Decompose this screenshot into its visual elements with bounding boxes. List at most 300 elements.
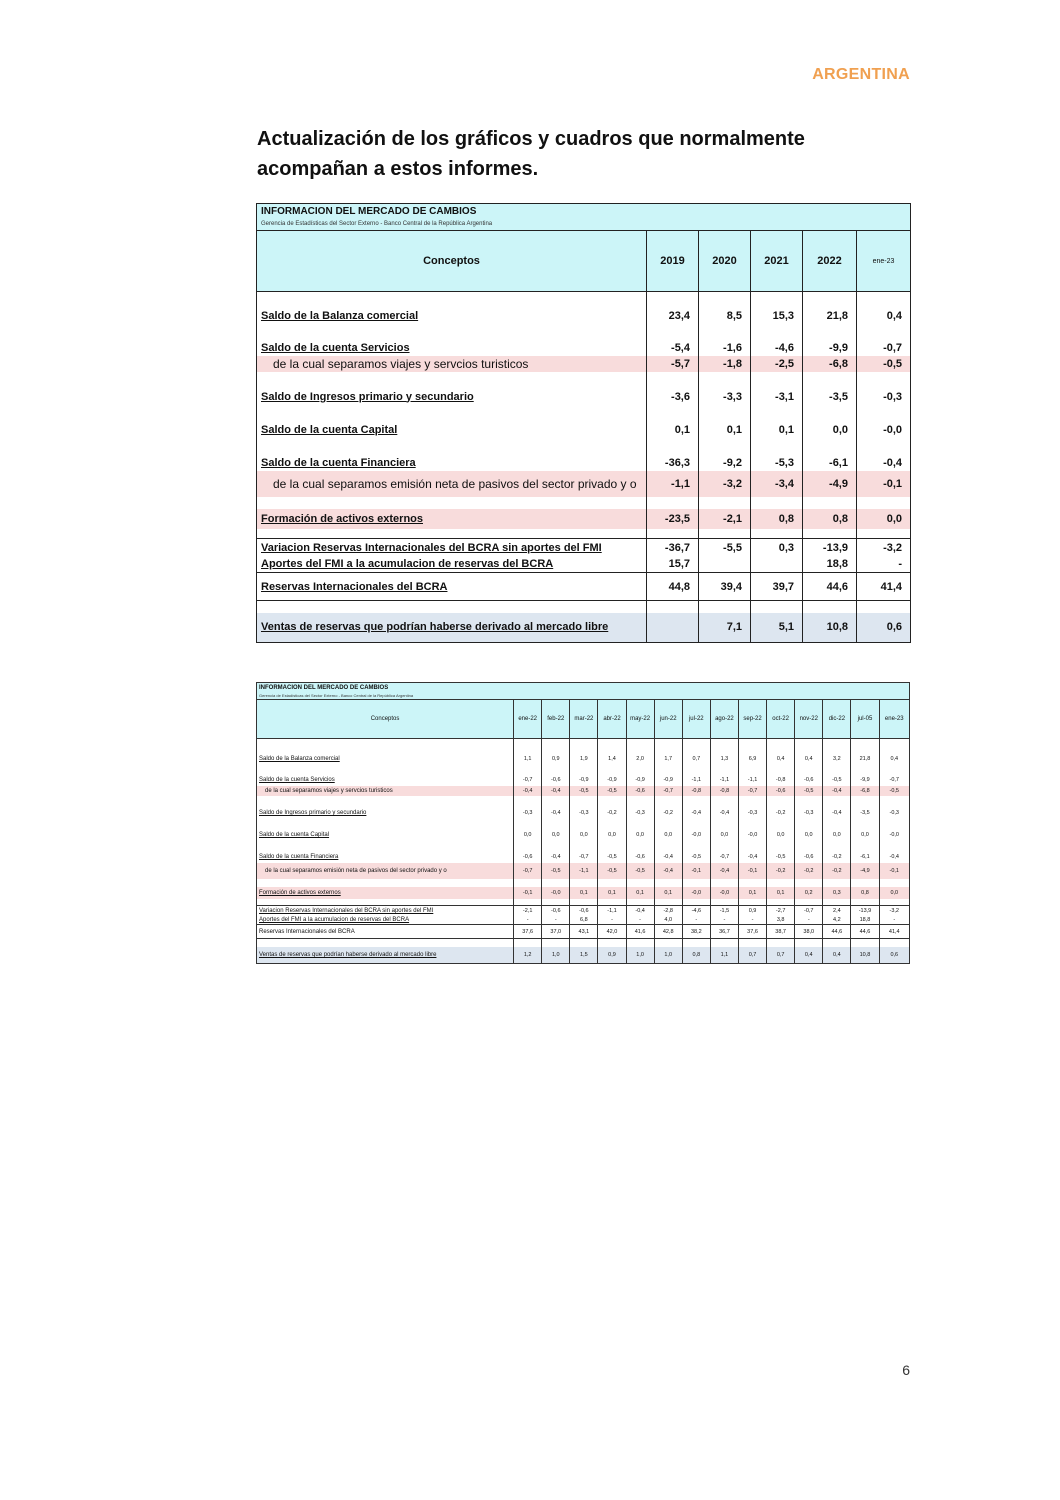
table-row [257, 455, 911, 471]
cell-value: -0,4 [626, 906, 654, 916]
cell-value: 0,0 [598, 830, 626, 841]
column-header: jul-05 [851, 700, 879, 739]
cell-value [699, 557, 751, 573]
cell-value: 1,0 [626, 947, 654, 964]
cell-value: -0,7 [710, 852, 738, 863]
cell-value: -0,0 [542, 887, 570, 899]
cell-value: -0,1 [514, 887, 542, 899]
cell-value: -0,4 [514, 786, 542, 796]
cell-value: 0,4 [767, 753, 795, 765]
table-row [257, 808, 910, 819]
column-header: ene-23 [857, 231, 911, 292]
cell-value: 38,2 [682, 925, 710, 939]
cell-value: -0,5 [598, 863, 626, 879]
cell-value: -5,3 [751, 455, 803, 471]
row-label: Saldo de la cuenta Capital [257, 830, 514, 841]
cell-value: 1,2 [514, 947, 542, 964]
cell-value: -0,4 [823, 786, 851, 796]
cell-value: 0,4 [879, 753, 909, 765]
cell-value: -0,4 [542, 808, 570, 819]
cell-value: -0,7 [879, 775, 909, 786]
cell-value: -0,5 [598, 852, 626, 863]
cell-value: 15,7 [647, 557, 699, 573]
table-row [257, 509, 911, 529]
cell-value: 5,1 [751, 613, 803, 643]
cell-value: -4,6 [682, 906, 710, 916]
row-label: Reservas Internacionales del BCRA [257, 573, 647, 601]
cell-value: -1,6 [699, 340, 751, 356]
cell-value: -0,4 [879, 852, 909, 863]
cell-value: 0,4 [857, 308, 911, 324]
cell-value: -23,5 [647, 509, 699, 529]
cell-value: 21,8 [851, 753, 879, 765]
cell-value: -0,4 [542, 852, 570, 863]
cell-value: -0,6 [767, 786, 795, 796]
cell-value: 4,0 [654, 916, 682, 925]
cell-value: -3,2 [879, 906, 909, 916]
cell-value: -0,2 [598, 808, 626, 819]
cell-value: -0,7 [857, 340, 911, 356]
cell-value: -36,7 [647, 539, 699, 557]
cell-value: 39,4 [699, 573, 751, 601]
table-row [257, 389, 911, 405]
cell-value: 1,7 [654, 753, 682, 765]
cell-value: 10,8 [803, 613, 857, 643]
cell-value: -0,2 [654, 808, 682, 819]
cell-value: -0,7 [738, 786, 766, 796]
cell-value: 41,6 [626, 925, 654, 939]
cell-value [647, 613, 699, 643]
cell-value: 15,3 [751, 308, 803, 324]
cell-value: -0,4 [710, 863, 738, 879]
cell-value: -0,2 [795, 863, 823, 879]
table-row [257, 947, 910, 964]
cell-value: 44,6 [823, 925, 851, 939]
cell-value: 0,6 [879, 947, 909, 964]
cell-value: -2,1 [514, 906, 542, 916]
row-label: Saldo de la cuenta Servicios [257, 775, 514, 786]
cell-value: -0,5 [598, 786, 626, 796]
cell-value: 3,2 [823, 753, 851, 765]
cell-value: -0,5 [626, 863, 654, 879]
cell-value: 37,6 [738, 925, 766, 939]
cell-value: -0,4 [654, 863, 682, 879]
cell-value: -9,9 [851, 775, 879, 786]
row-label: Saldo de la cuenta Financiera [257, 455, 647, 471]
cell-value: 0,4 [795, 753, 823, 765]
cell-value: 36,7 [710, 925, 738, 939]
cell-value: -6,1 [803, 455, 857, 471]
table-row [257, 775, 910, 786]
cell-value: 41,4 [857, 573, 911, 601]
cell-value: -0,7 [654, 786, 682, 796]
cell-value: 1,3 [710, 753, 738, 765]
cell-value: -0,0 [682, 830, 710, 841]
cell-value: 0,0 [857, 509, 911, 529]
column-header: may-22 [626, 700, 654, 739]
cell-value: -9,2 [699, 455, 751, 471]
row-label: Ventas de reservas que podrían haberse derivado al mercado libre [257, 947, 514, 964]
row-label: de la cual separamos viajes y servcios turisticos [257, 786, 514, 796]
cell-value: -3,2 [857, 539, 911, 557]
row-label: Saldo de Ingresos primario y secundario [257, 808, 514, 819]
cell-value: -0,8 [710, 786, 738, 796]
cell-value: -0,7 [514, 863, 542, 879]
column-header: ene-23 [879, 700, 909, 739]
cell-value: 0,1 [767, 887, 795, 899]
cell-value: -0,4 [738, 852, 766, 863]
cell-value: 0,0 [542, 830, 570, 841]
column-header: jul-22 [682, 700, 710, 739]
cell-value: 0,0 [851, 830, 879, 841]
row-label: Variacion Reservas Internacionales del BCRA sin aportes del FMI [257, 906, 514, 916]
cell-value: -5,7 [647, 356, 699, 372]
cell-value: -6,8 [851, 786, 879, 796]
cell-value: -5,4 [647, 340, 699, 356]
cell-value: 0,0 [654, 830, 682, 841]
cell-value: - [710, 916, 738, 925]
cell-value: 0,1 [570, 887, 598, 899]
cell-value: -4,6 [751, 340, 803, 356]
cell-value: 44,6 [851, 925, 879, 939]
cell-value: 2,0 [626, 753, 654, 765]
cell-value: -0,6 [514, 852, 542, 863]
cell-value: 0,9 [738, 906, 766, 916]
cell-value: -0,4 [654, 852, 682, 863]
cell-value: -1,1 [647, 471, 699, 497]
cell-value: 0,1 [626, 887, 654, 899]
page-title: Actualización de los gráficos y cuadros que normalmente acompañan a estos informes. [257, 128, 805, 180]
cell-value: -6,8 [803, 356, 857, 372]
row-label: Saldo de la Balanza comercial [257, 308, 647, 324]
cell-value: - [879, 916, 909, 925]
table-row [257, 916, 910, 925]
column-header: mar-22 [570, 700, 598, 739]
cell-value: -0,3 [514, 808, 542, 819]
table-row [257, 471, 911, 497]
table-row [257, 830, 910, 841]
table-row [257, 356, 911, 372]
cell-value: 0,3 [823, 887, 851, 899]
column-header: abr-22 [598, 700, 626, 739]
table1-subcaption: Gerencia de Estadísticas del Sector Externo - Banco Central de la República Argentina [257, 218, 911, 231]
cell-value: 10,8 [851, 947, 879, 964]
cell-value: 1,1 [514, 753, 542, 765]
cell-value: -13,9 [851, 906, 879, 916]
table-row [257, 786, 910, 796]
row-label: de la cual separamos emisión neta de pasivos del sector privado y o [257, 471, 647, 497]
cell-value: -1,1 [682, 775, 710, 786]
cell-value: -3,6 [647, 389, 699, 405]
cell-value: 0,4 [823, 947, 851, 964]
cell-value: 1,4 [598, 753, 626, 765]
monthly-exchange-table [256, 682, 910, 964]
concept-header: Conceptos [257, 700, 514, 739]
cell-value: -0,6 [626, 786, 654, 796]
column-header: 2019 [647, 231, 699, 292]
cell-value: -0,5 [682, 852, 710, 863]
cell-value: -0,8 [767, 775, 795, 786]
table-row [257, 925, 910, 939]
cell-value: -1,1 [710, 775, 738, 786]
cell-value: 0,0 [570, 830, 598, 841]
cell-value: 0,0 [626, 830, 654, 841]
cell-value: -0,5 [795, 786, 823, 796]
column-header: ago-22 [710, 700, 738, 739]
cell-value: -0,5 [857, 356, 911, 372]
cell-value: -2,1 [699, 509, 751, 529]
cell-value: - [626, 916, 654, 925]
cell-value: -0,6 [795, 852, 823, 863]
row-label: Aportes del FMI a la acumulacion de reservas del BCRA [257, 557, 647, 573]
cell-value: - [857, 557, 911, 573]
cell-value: - [542, 916, 570, 925]
cell-value: -0,3 [626, 808, 654, 819]
row-label: Ventas de reservas que podrían haberse derivado al mercado libre [257, 613, 647, 643]
cell-value: 0,1 [738, 887, 766, 899]
cell-value: -0,9 [626, 775, 654, 786]
cell-value: 7,1 [699, 613, 751, 643]
cell-value: -0,6 [542, 906, 570, 916]
cell-value: -2,7 [767, 906, 795, 916]
cell-value: 39,7 [751, 573, 803, 601]
cell-value: -0,0 [682, 887, 710, 899]
cell-value: -0,5 [542, 863, 570, 879]
cell-value: 0,0 [514, 830, 542, 841]
cell-value: -0,9 [598, 775, 626, 786]
cell-value: -0,3 [795, 808, 823, 819]
cell-value: -9,9 [803, 340, 857, 356]
cell-value: -0,0 [710, 887, 738, 899]
row-label: Saldo de la cuenta Servicios [257, 340, 647, 356]
cell-value: 0,7 [682, 753, 710, 765]
cell-value: 4,2 [823, 916, 851, 925]
table-row [257, 613, 911, 643]
cell-value [751, 557, 803, 573]
cell-value: 0,8 [803, 509, 857, 529]
cell-value: - [514, 916, 542, 925]
cell-value: 6,9 [738, 753, 766, 765]
cell-value: 18,8 [851, 916, 879, 925]
cell-value: 1,0 [654, 947, 682, 964]
column-header: feb-22 [542, 700, 570, 739]
cell-value: 37,0 [542, 925, 570, 939]
row-label: Saldo de la cuenta Financiera [257, 852, 514, 863]
column-header: ene-22 [514, 700, 542, 739]
concept-header: Conceptos [257, 231, 647, 292]
cell-value: 0,1 [647, 422, 699, 438]
cell-value: -6,1 [851, 852, 879, 863]
cell-value: -2,5 [751, 356, 803, 372]
cell-value: 18,8 [803, 557, 857, 573]
cell-value: 44,6 [803, 573, 857, 601]
row-label: Saldo de la cuenta Capital [257, 422, 647, 438]
row-label: Formación de activos externos [257, 509, 647, 529]
cell-value: 0,1 [699, 422, 751, 438]
cell-value: -3,2 [699, 471, 751, 497]
cell-value: -0,5 [823, 775, 851, 786]
cell-value: 0,0 [823, 830, 851, 841]
cell-value: -0,4 [542, 786, 570, 796]
cell-value: -0,7 [795, 906, 823, 916]
cell-value: -1,1 [598, 906, 626, 916]
cell-value: 0,6 [857, 613, 911, 643]
cell-value: - [795, 916, 823, 925]
row-label: Reservas Internacionales del BCRA [257, 925, 514, 939]
cell-value: -4,9 [803, 471, 857, 497]
cell-value: -3,1 [751, 389, 803, 405]
cell-value: 0,4 [795, 947, 823, 964]
cell-value: -0,3 [879, 808, 909, 819]
cell-value: 8,5 [699, 308, 751, 324]
row-label: Variacion Reservas Internacionales del BCRA sin aportes del FMI [257, 539, 647, 557]
cell-value: -1,1 [738, 775, 766, 786]
column-header: oct-22 [767, 700, 795, 739]
table1-caption: INFORMACION DEL MERCADO DE CAMBIOS [257, 204, 911, 219]
cell-value: -0,6 [795, 775, 823, 786]
column-header: dic-22 [823, 700, 851, 739]
cell-value: 0,0 [795, 830, 823, 841]
cell-value: -0,9 [654, 775, 682, 786]
annual-exchange-table [256, 203, 911, 643]
cell-value: 0,0 [710, 830, 738, 841]
cell-value: -0,4 [682, 808, 710, 819]
cell-value: 0,8 [751, 509, 803, 529]
row-label: Formación de activos externos [257, 887, 514, 899]
column-header: 2022 [803, 231, 857, 292]
cell-value: 0,9 [598, 947, 626, 964]
cell-value: -3,4 [751, 471, 803, 497]
cell-value: -0,8 [682, 786, 710, 796]
cell-value: 21,8 [803, 308, 857, 324]
table-row [257, 863, 910, 879]
column-header: 2021 [751, 231, 803, 292]
cell-value: 0,7 [738, 947, 766, 964]
cell-value: -1,8 [699, 356, 751, 372]
cell-value: -3,5 [851, 808, 879, 819]
table-row [257, 573, 911, 601]
cell-value: -5,5 [699, 539, 751, 557]
cell-value: 42,0 [598, 925, 626, 939]
cell-value: -0,6 [626, 852, 654, 863]
cell-value: -0,5 [767, 852, 795, 863]
cell-value: -0,3 [857, 389, 911, 405]
row-label: Aportes del FMI a la acumulacion de reservas del BCRA [257, 916, 514, 925]
cell-value: - [738, 916, 766, 925]
cell-value: 42,8 [654, 925, 682, 939]
cell-value: 2,4 [823, 906, 851, 916]
cell-value: 41,4 [879, 925, 909, 939]
table-row [257, 422, 911, 438]
cell-value: 37,6 [514, 925, 542, 939]
cell-value: 1,1 [710, 947, 738, 964]
cell-value: -0,2 [823, 863, 851, 879]
cell-value: -2,8 [654, 906, 682, 916]
cell-value: -0,3 [570, 808, 598, 819]
cell-value: -0,7 [570, 852, 598, 863]
cell-value: 0,2 [795, 887, 823, 899]
cell-value: -0,0 [857, 422, 911, 438]
country-header: ARGENTINA [812, 66, 910, 83]
cell-value: -0,9 [570, 775, 598, 786]
table-row [257, 887, 910, 899]
cell-value: -0,7 [514, 775, 542, 786]
cell-value: -0,2 [823, 852, 851, 863]
cell-value: 1,5 [570, 947, 598, 964]
cell-value: 0,1 [751, 422, 803, 438]
column-header: sep-22 [738, 700, 766, 739]
column-header: nov-22 [795, 700, 823, 739]
row-label: de la cual separamos viajes y servcios turisticos [257, 356, 647, 372]
cell-value: 1,9 [570, 753, 598, 765]
cell-value: -0,4 [823, 808, 851, 819]
cell-value: 1,0 [542, 947, 570, 964]
cell-value: -3,5 [803, 389, 857, 405]
cell-value: -1,1 [570, 863, 598, 879]
cell-value: -0,2 [767, 808, 795, 819]
table-row [257, 557, 911, 573]
cell-value: -1,5 [710, 906, 738, 916]
cell-value: -0,0 [738, 830, 766, 841]
row-label: de la cual separamos emisión neta de pasivos del sector privado y o [257, 863, 514, 879]
column-header: 2020 [699, 231, 751, 292]
column-header: jun-22 [654, 700, 682, 739]
cell-value: 38,7 [767, 925, 795, 939]
table-row [257, 753, 910, 765]
cell-value: 3,8 [767, 916, 795, 925]
cell-value: -36,3 [647, 455, 699, 471]
cell-value: -0,1 [738, 863, 766, 879]
cell-value: 43,1 [570, 925, 598, 939]
cell-value: -0,5 [879, 786, 909, 796]
cell-value: 0,0 [767, 830, 795, 841]
cell-value: -0,4 [857, 455, 911, 471]
cell-value: -0,0 [879, 830, 909, 841]
table-row [257, 539, 911, 557]
cell-value: 0,7 [767, 947, 795, 964]
cell-value: 0,0 [803, 422, 857, 438]
table2-caption: INFORMACION DEL MERCADO DE CAMBIOS [257, 683, 910, 693]
row-label: Saldo de la Balanza comercial [257, 753, 514, 765]
cell-value: -0,5 [570, 786, 598, 796]
table-row [257, 308, 911, 324]
table-row [257, 906, 910, 916]
cell-value: 0,1 [654, 887, 682, 899]
cell-value: -0,1 [879, 863, 909, 879]
cell-value: -0,1 [682, 863, 710, 879]
cell-value: -0,3 [738, 808, 766, 819]
cell-value: -3,3 [699, 389, 751, 405]
cell-value: 0,8 [851, 887, 879, 899]
cell-value: 38,0 [795, 925, 823, 939]
cell-value: -4,9 [851, 863, 879, 879]
cell-value: -0,1 [857, 471, 911, 497]
cell-value: 0,8 [682, 947, 710, 964]
cell-value: 0,0 [879, 887, 909, 899]
cell-value: 0,1 [598, 887, 626, 899]
table-row [257, 340, 911, 356]
cell-value: -0,2 [767, 863, 795, 879]
row-label: Saldo de Ingresos primario y secundario [257, 389, 647, 405]
cell-value: 23,4 [647, 308, 699, 324]
cell-value: 6,8 [570, 916, 598, 925]
cell-value: -13,9 [803, 539, 857, 557]
cell-value: 0,3 [751, 539, 803, 557]
cell-value: -0,6 [570, 906, 598, 916]
cell-value: -0,6 [542, 775, 570, 786]
table2-header-row [257, 700, 910, 739]
page-number: 6 [902, 1362, 910, 1378]
